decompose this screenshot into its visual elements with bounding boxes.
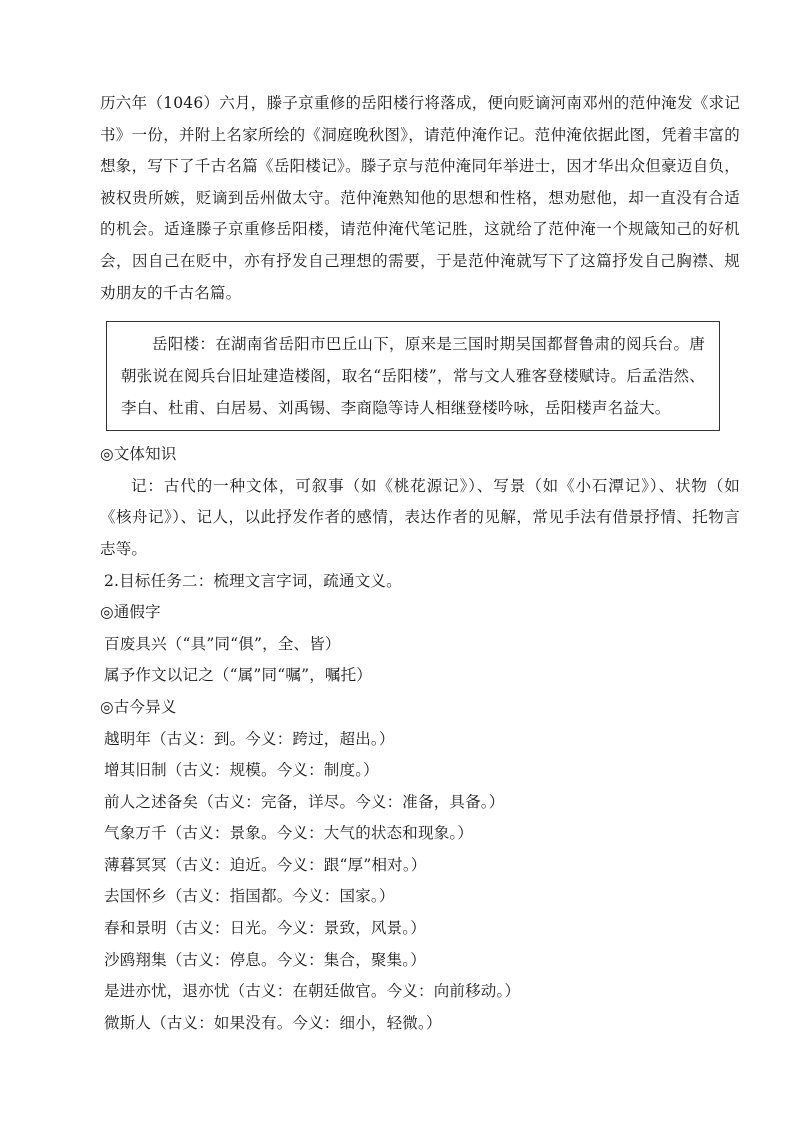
gujin-item: 是进亦忧，退亦忧（古义：在朝廷做官。今义：向前移动。） [104,982,521,1001]
gujin-heading: ◎古今异义 [100,697,177,716]
gujin-item: 越明年（古义：到。今义：跨过，超出。） [104,729,395,748]
genre-heading: ◎文体知识 [100,445,177,464]
genre-text: 记：古代的一种文体，可叙事（如《桃花源记》）、写景（如《小石潭记》）、状物（如《核舟记》）、记人，以此抒发作者的感情，表达作者的见解，常见手法有借景抒情、托物言志等。 [100,476,740,558]
tongjia-section [100,597,740,692]
task2-heading: 2.目标任务二：梳理文言字词，疏通文义。 [104,571,402,590]
tongjia-heading: ◎通假字 [100,603,161,622]
gujin-item: 微斯人（古义：如果没有。今义：细小，轻微。） [104,1013,442,1032]
gujin-item: 春和景明（古义：日光。今义：景致，风景。） [104,919,426,938]
gujin-section [100,692,740,1040]
gujin-item: 增其旧制（古义：规模。今义：制度。） [104,761,379,780]
note-box-yueyang-tower [106,321,720,431]
intro-paragraph: 历六年（1046）六月，滕子京重修的岳阳楼行将落成，便向贬谪河南邓州的范仲淹发《求记书》一份，并附上名家所绘的《洞庭晚秋图》，请范仲淹作记。范仲淹依据此图，凭着丰富的想象，写下了千古名篇《岳阳楼记》。滕子京与范仲淹同年举进士，因才华出众但豪迈自负，被权贵所嫉，贬谪到岳州做太守。范仲淹熟知他的思想和性格，想劝慰他，却一直没有合适的机会。适逢滕子京重修岳阳楼，请范仲淹代笔记胜，这就给了范仲淹一个规箴知己的好机会，因自己在贬中，亦有抒发自己理想的需要，于是范仲淹就写下了这篇抒发自己胸襟、规劝朋友的千古名篇。 [100,94,740,302]
gujin-item: 前人之述备矣（古义：完备，详尽。今义：准备，具备。） [104,792,505,811]
genre-section [100,439,740,565]
tongjia-item: 百废具兴（“具”同“俱”，全、皆） [104,634,341,653]
document-content [100,88,740,1039]
gujin-item: 气象万千（古义：景象。今义：大气的状态和现象。） [104,824,474,843]
gujin-item: 薄暮冥冥（古义：迫近。今义：跟“厚”相对。） [104,855,427,874]
tongjia-item: 属予作文以记之（“属”同“嘱”，嘱托） [104,666,372,685]
note-box-text: 岳阳楼：在湖南省岳阳市巴丘山下，原来是三国时期吴国都督鲁肃的阅兵台。唐朝张说在阅兵台旧址建造楼阁，取名“岳阳楼”，常与文人雅客登楼赋诗。后孟浩然、李白、杜甫、白居易、刘禹锡、李商隐等诗人相继登楼吟咏，岳阳楼声名益大。 [121,335,705,418]
gujin-item: 沙鸥翔集（古义：停息。今义：集合，聚集。） [104,950,426,969]
gujin-item: 去国怀乡（古义：指国都。今义：国家。） [104,887,395,906]
